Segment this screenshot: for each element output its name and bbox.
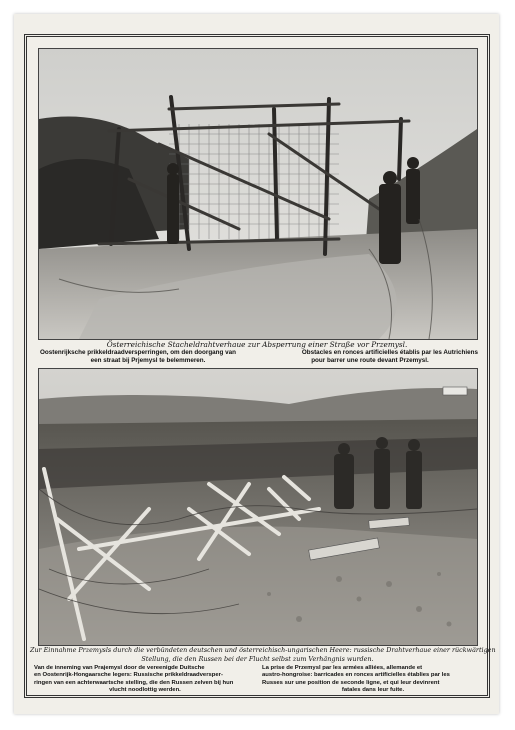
bottom-photo-french-caption: La prise de Przemysl par les armées alliées, allemande et austro-hongroise: barricades en ronces artificielles établies par les Russes sur une position de seconde ligne, et qui leur devinrent fatales dans leur fuite. <box>262 665 450 693</box>
top-photo-title: Österreichische Stacheldrahtverhaue zur Absperrung einer Straße vor Przemysl. <box>106 340 408 349</box>
bottom-photo-title: Zur Einnahme Przemysls durch die verbündeten deutschen und österreichisch-ungarischen Heere: russische Drahtverhaue einer rückwärtigen Stellung, die den Russen bei der Flucht selbst zum Verhängnis wurden. <box>30 646 496 663</box>
photo-wire-obstacle-road <box>38 48 478 340</box>
top-photo-dutch-caption: Oostenrijksche prikkeldraadversperringen, om den doorgang van een straat bij Prjemysl te belemmeren. <box>40 349 236 364</box>
top-photo-french-caption: Obstacles en ronces artificielles établis par les Autrichiens pour barrer une route devant Przemysl. <box>301 349 478 364</box>
photo-russian-wire-entanglements <box>38 368 478 646</box>
bottom-photo-dutch-caption: Van de inneming van Prajemysl door de vereenigde Duitsche en Oostenrijk-Hongaarsche legers: Russische prikkeldraadversper- ringen van een achterwaartsche stelling, die den Russen zelven bij hun vlucht noodlottig werden. <box>34 665 234 693</box>
